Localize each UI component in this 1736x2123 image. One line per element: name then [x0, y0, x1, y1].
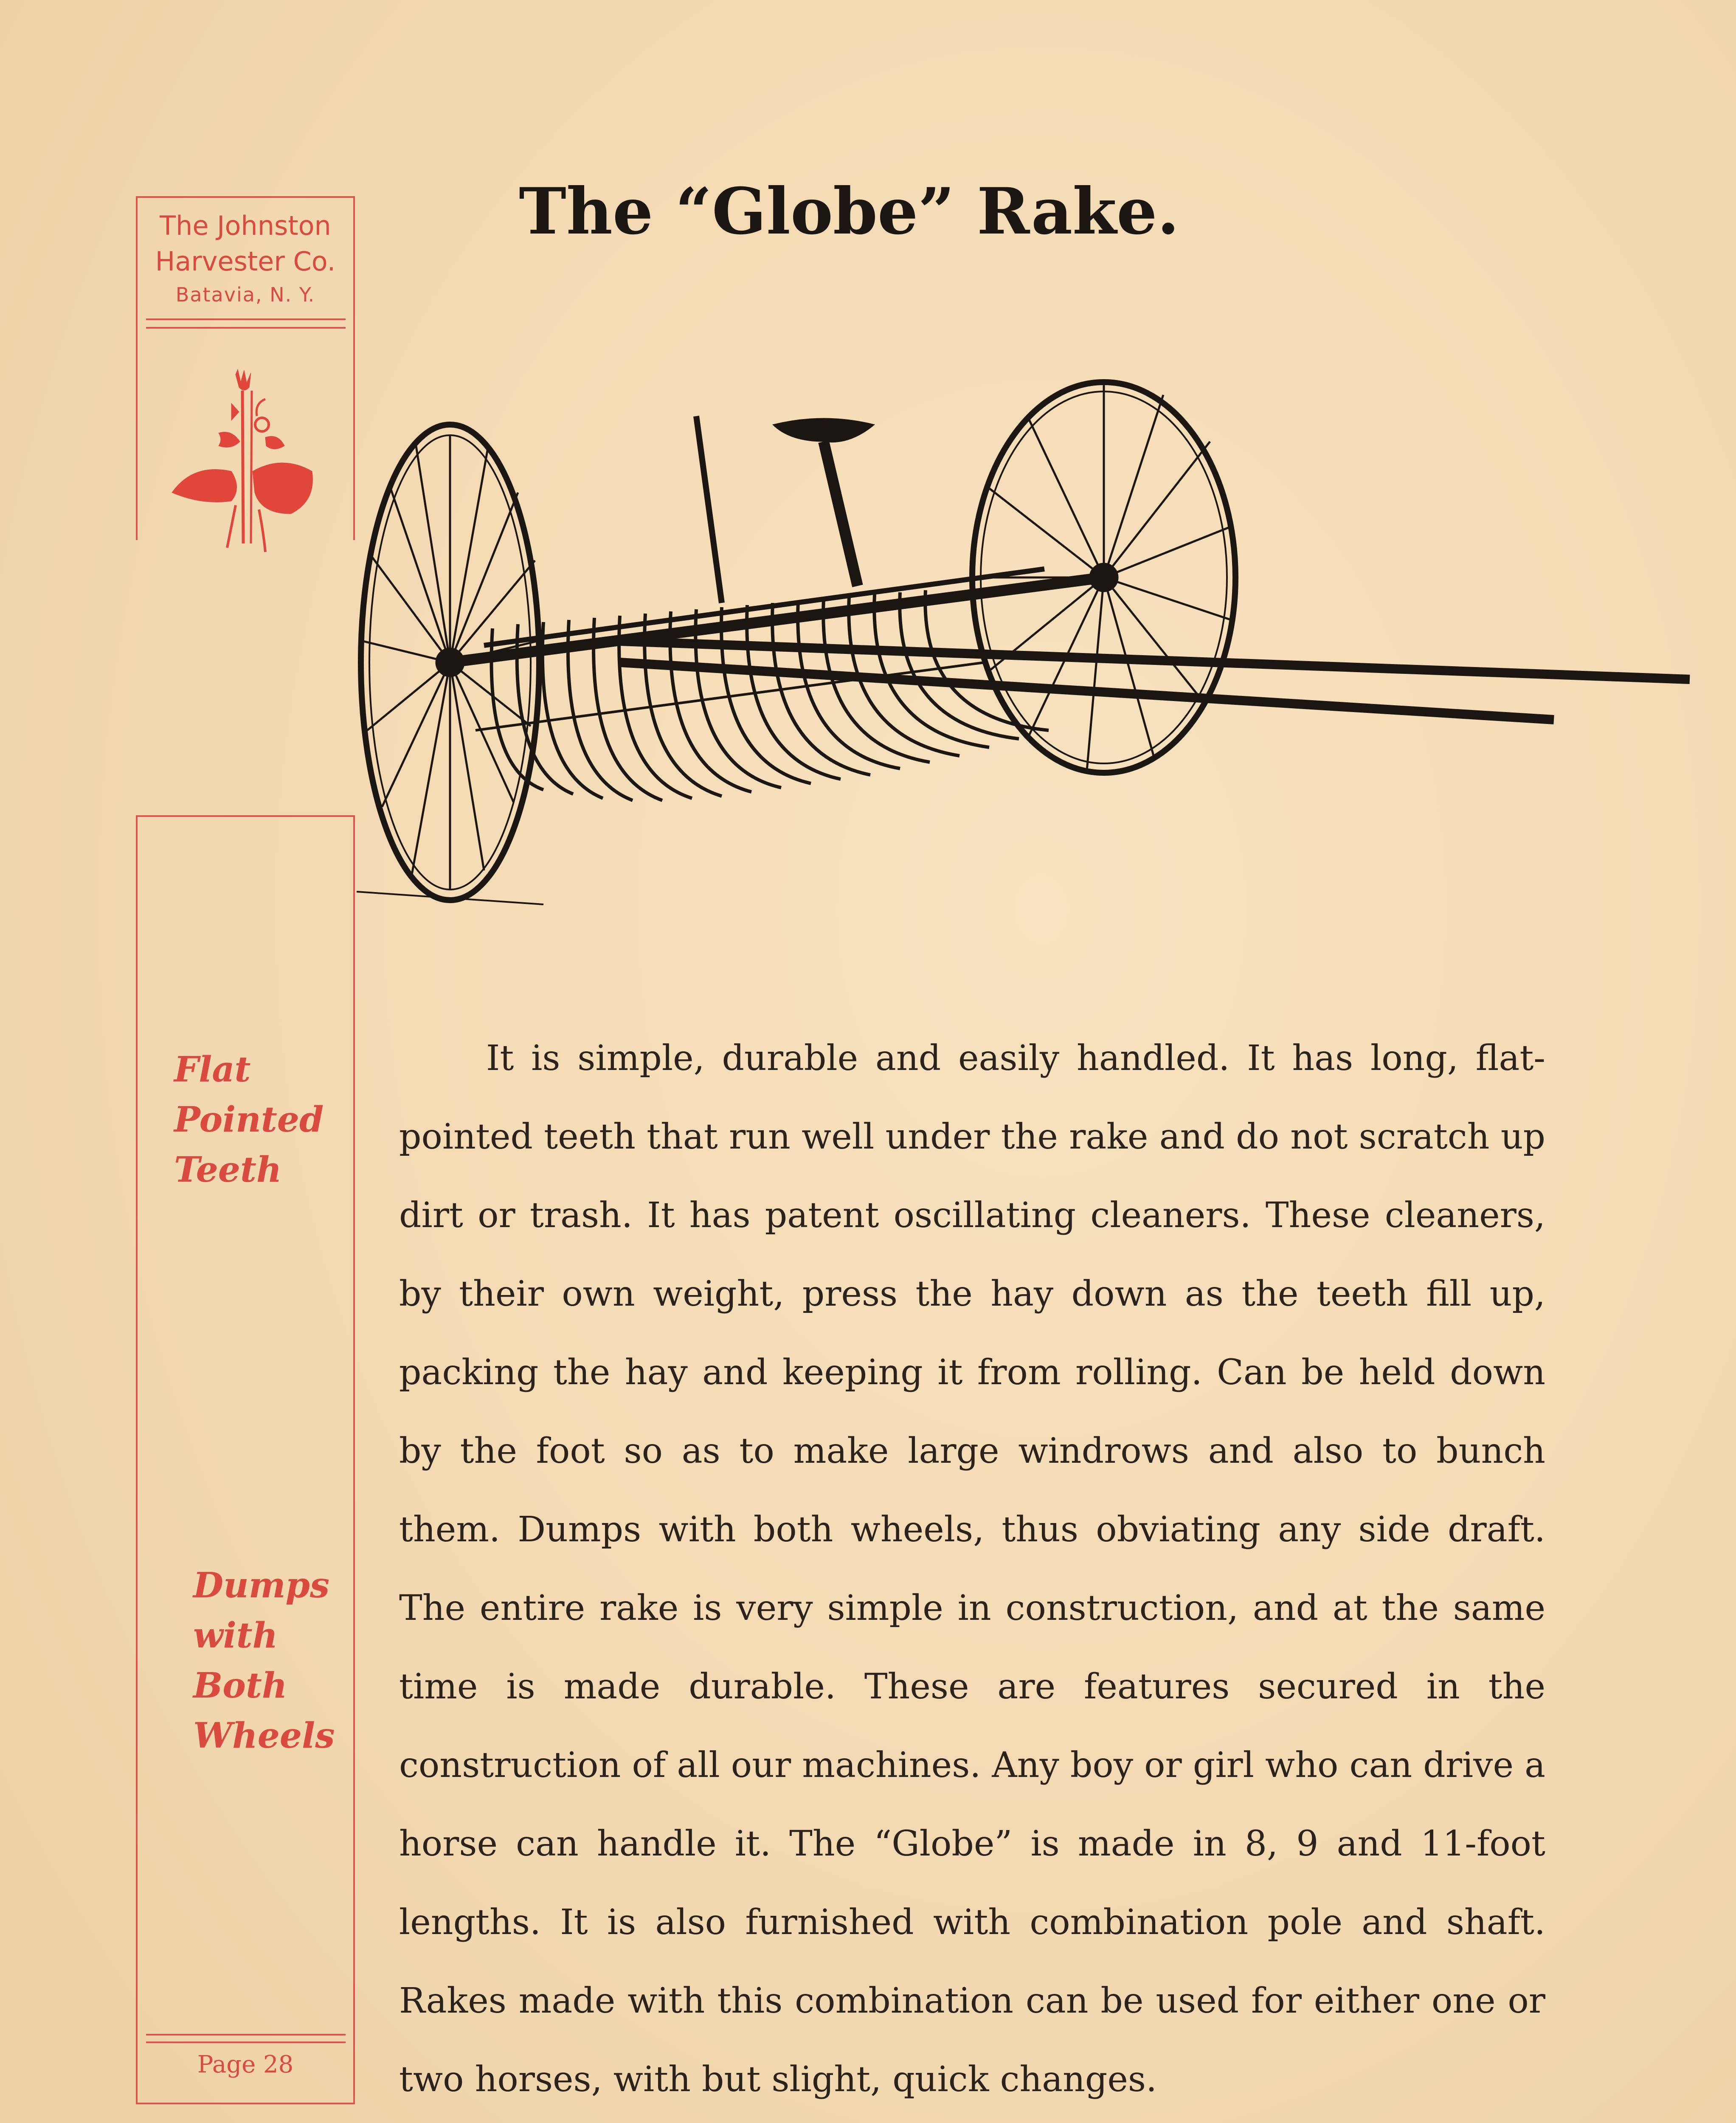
page-title: The “Globe” Rake.	[519, 174, 1179, 249]
margin-note-flat-pointed-teeth	[174, 1045, 324, 1195]
margin-note-line: Teeth	[174, 1149, 282, 1190]
page-number: Page 28	[197, 2051, 294, 2078]
margin-note-dumps-with-both-wheels	[193, 1560, 335, 1761]
margin-note-line: Wheels	[193, 1715, 335, 1756]
margin-note-line: Dumps	[193, 1565, 329, 1606]
company-divider-2	[146, 327, 346, 329]
sidebar-frame-bottom	[136, 815, 355, 2104]
company-block	[138, 208, 353, 310]
margin-note-line: with	[193, 1615, 278, 1656]
page-number-divider-2	[146, 2041, 346, 2043]
margin-note-line: Pointed	[174, 1099, 324, 1140]
hay-rake-illustration	[323, 365, 1707, 917]
body-paragraph: It is simple, durable and easily handled. It has long, flat-pointed teeth that run well under the rake and do not scratch up dirt or trash. It has patent oscillating cleaners. These cleaners, by their own weight, press the hay down as the teeth fill up, packing the hay and keeping it from rolling. Can be held down by the foot so as to make large windrows and also to bunch them. Dumps with both wheels, thus obviating any side draft. The entire rake is very simple in construction, and at the same time is made durable. These are features secured in the construction of all our machines. Any boy or girl who can drive a horse can handle it. The “Globe” is made in 8, 9 and 11-foot lengths. It is also furnished with combination pole and shaft. Rakes made with this combination can be used for either one or two horses, with but slight, quick changes.	[399, 1038, 1545, 2100]
company-location: Batavia, N. Y.	[175, 283, 315, 306]
margin-note-line: Flat	[174, 1049, 251, 1090]
company-name-line1: The Johnston	[160, 210, 331, 241]
company-name-line2: Harvester Co.	[155, 246, 336, 277]
margin-note-line: Both	[193, 1665, 287, 1706]
company-divider-1	[146, 318, 346, 320]
lotus-flower-icon	[168, 365, 329, 569]
page-number-divider-1	[146, 2034, 346, 2036]
